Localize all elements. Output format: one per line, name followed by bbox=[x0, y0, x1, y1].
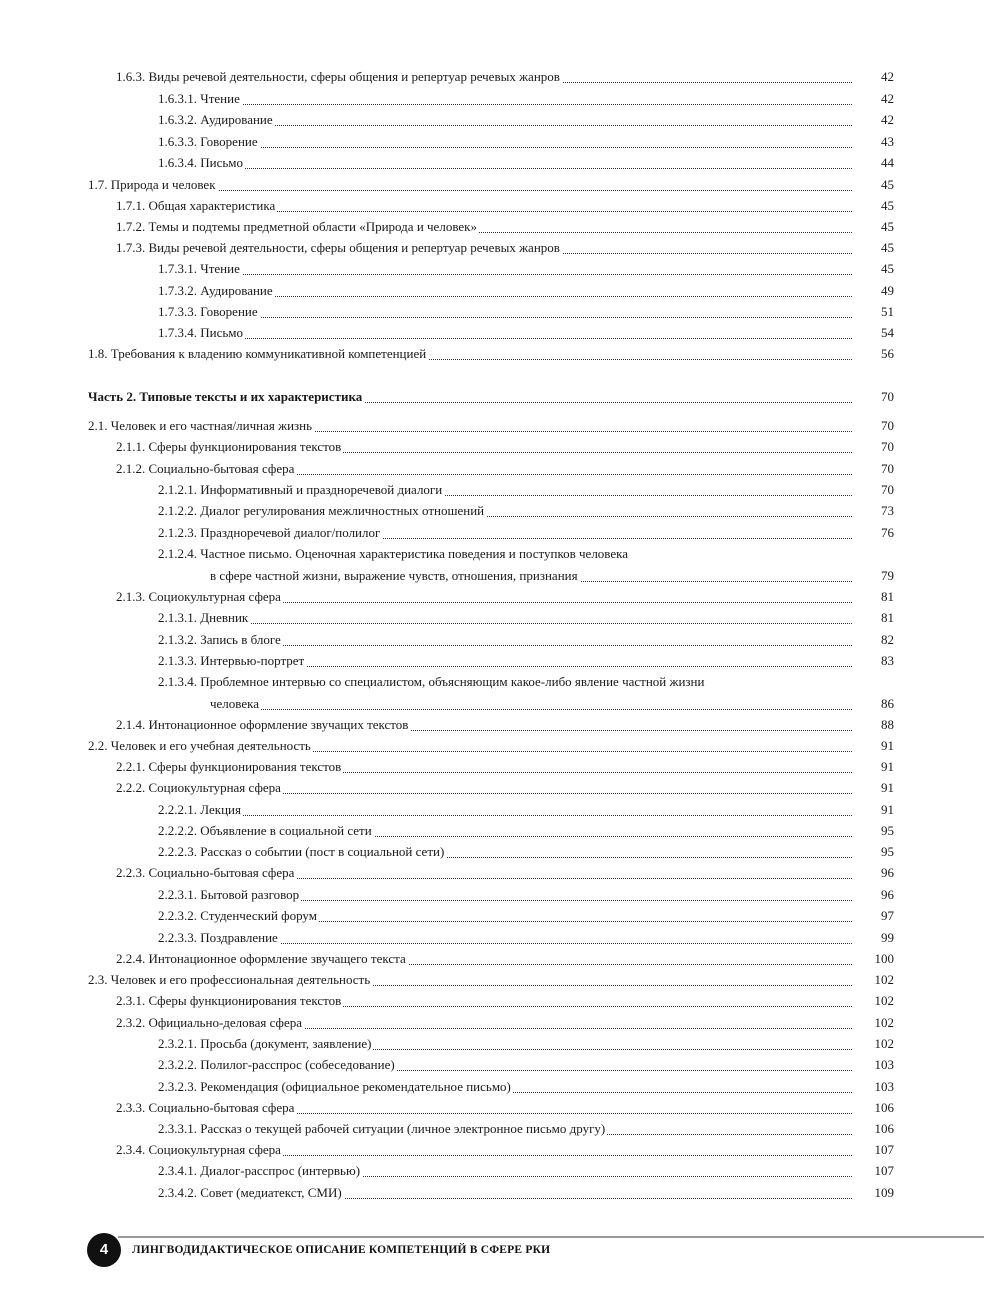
toc-entry-page: 45 bbox=[881, 219, 894, 234]
toc-dot-leader bbox=[158, 125, 852, 148]
toc-entry-title: 1.6.3.3. Говорение bbox=[158, 131, 260, 153]
toc-entry-page: 95 bbox=[881, 844, 894, 859]
toc-entry-title: 1.7.1. Общая характеристика bbox=[116, 195, 277, 217]
toc-entry-page: 103 bbox=[874, 1057, 894, 1072]
toc-entry-title: 2.3.2.2. Полилог-расспрос (собеседование) bbox=[158, 1054, 397, 1076]
toc-entry-title: 2.2.1. Сферы функционирования текстов bbox=[116, 756, 343, 778]
toc-dot-leader bbox=[158, 295, 852, 318]
toc-entry-title: 1.8. Требования к владению коммуникативной компетенцией bbox=[88, 343, 428, 365]
toc-entry-page: 70 bbox=[881, 389, 894, 404]
toc-dot-leader bbox=[158, 793, 852, 816]
toc-entry-page: 45 bbox=[881, 198, 894, 213]
toc-entry-title: 2.3.3.1. Рассказ о текущей рабочей ситуации (личное электронное письмо другу) bbox=[158, 1118, 607, 1140]
toc-entry-page: 82 bbox=[881, 632, 894, 647]
toc-entry-page: 76 bbox=[881, 525, 894, 540]
toc-dot-leader bbox=[158, 601, 852, 624]
toc-entry bbox=[0, 343, 1000, 365]
toc-entry-page: 49 bbox=[881, 283, 894, 298]
toc-entry-title: 2.3.4. Социокультурная сфера bbox=[116, 1139, 283, 1161]
toc-entry-title: 2.1.1. Сферы функционирования текстов bbox=[116, 436, 343, 458]
toc-entry-page: 81 bbox=[881, 610, 894, 625]
toc-entry-title: 2.3.2. Официально-деловая сфера bbox=[116, 1012, 304, 1034]
toc-entry-title: 2.1.3.3. Интервью-портрет bbox=[158, 650, 306, 672]
toc-entry-title: 2.3. Человек и его профессиональная деятельность bbox=[88, 969, 372, 991]
toc-entry-page: 107 bbox=[874, 1163, 894, 1178]
toc-entry-page: 70 bbox=[881, 439, 894, 454]
toc-entry-page: 73 bbox=[881, 503, 894, 518]
toc-entry-page: 96 bbox=[881, 865, 894, 880]
toc-entry-title: 1.6.3. Виды речевой деятельности, сферы общения и репертуар речевых жанров bbox=[116, 66, 562, 88]
toc-entry-title: 2.2.3. Социально-бытовая сфера bbox=[116, 862, 296, 884]
toc-entry-page: 70 bbox=[881, 482, 894, 497]
toc-entry-page: 102 bbox=[874, 972, 894, 987]
toc-entry-page: 42 bbox=[881, 69, 894, 84]
toc-entry-title: Часть 2. Типовые тексты и их характеристика bbox=[88, 386, 364, 408]
toc-entry-title: 2.1.2.2. Диалог регулирования межличностных отношений bbox=[158, 500, 486, 522]
toc-entry-title: 2.2. Человек и его учебная деятельность bbox=[88, 735, 313, 757]
toc-dot-leader bbox=[158, 316, 852, 339]
toc-entry-title: 2.2.2. Социокультурная сфера bbox=[116, 777, 283, 799]
toc-entry-title: 2.2.3.3. Поздравление bbox=[158, 927, 280, 949]
toc-entry-page: 51 bbox=[881, 304, 894, 319]
toc-entry-title: 2.3.3. Социально-бытовая сфера bbox=[116, 1097, 296, 1119]
toc-entry-title: 1.7.3.2. Аудирование bbox=[158, 280, 275, 302]
toc-entry-page: 45 bbox=[881, 261, 894, 276]
toc-entry-page: 91 bbox=[881, 802, 894, 817]
toc-entry-page: 95 bbox=[881, 823, 894, 838]
toc-entry-title: 2.2.2.3. Рассказ о событии (пост в социальной сети) bbox=[158, 841, 446, 863]
toc-entry-page: 100 bbox=[874, 951, 894, 966]
toc-entry-page: 106 bbox=[874, 1100, 894, 1115]
toc-entry-page: 81 bbox=[881, 589, 894, 604]
toc-entry-title: 1.7.3.4. Письмо bbox=[158, 322, 245, 344]
toc-entry-title: 2.3.2.1. Просьба (документ, заявление) bbox=[158, 1033, 373, 1055]
toc-entry-title: 2.2.3.2. Студенческий форум bbox=[158, 905, 319, 927]
toc-entry-title: 1.6.3.2. Аудирование bbox=[158, 109, 275, 131]
toc-entry-title: 2.1.2.4. Частное письмо. Оценочная характеристика поведения и поступков человека bbox=[158, 543, 630, 565]
page-number-badge: 4 bbox=[87, 1233, 121, 1267]
toc-entry-page: 45 bbox=[881, 177, 894, 192]
toc-entry-title: 1.7.3.1. Чтение bbox=[158, 258, 242, 280]
toc-entry-title: 1.7. Природа и человек bbox=[88, 174, 218, 196]
toc-entry-title: 2.2.2.1. Лекция bbox=[158, 799, 243, 821]
toc-entry-page: 106 bbox=[874, 1121, 894, 1136]
toc-entry-title: 2.1.2.3. Праздноречевой диалог/полилог bbox=[158, 522, 382, 544]
toc-entry-title: 2.3.4.1. Диалог-расспрос (интервью) bbox=[158, 1160, 362, 1182]
toc-entry bbox=[0, 522, 1000, 544]
toc-entry-title: 2.2.3.1. Бытовой разговор bbox=[158, 884, 301, 906]
toc-entry-page: 99 bbox=[881, 930, 894, 945]
toc-entry-title: 2.1.3.2. Запись в блоге bbox=[158, 629, 283, 651]
toc-dot-leader bbox=[158, 252, 852, 275]
toc-entry-title: 2.2.2.2. Объявление в социальной сети bbox=[158, 820, 374, 842]
toc-entry-title: 1.7.3.3. Говорение bbox=[158, 301, 260, 323]
toc-entry-page: 97 bbox=[881, 908, 894, 923]
toc-entry bbox=[0, 650, 1000, 672]
toc-entry-page: 54 bbox=[881, 325, 894, 340]
toc-entry-page: 79 bbox=[881, 568, 894, 583]
toc-entry-page: 102 bbox=[874, 993, 894, 1008]
toc-entry-page: 109 bbox=[874, 1185, 894, 1200]
toc-entry-page: 91 bbox=[881, 759, 894, 774]
toc-dot-leader bbox=[158, 146, 852, 169]
toc-entry-title: 2.1.3.1. Дневник bbox=[158, 607, 250, 629]
toc-entry-page: 107 bbox=[874, 1142, 894, 1157]
toc-entry-page: 88 bbox=[881, 717, 894, 732]
toc-entry-title: 1.6.3.1. Чтение bbox=[158, 88, 242, 110]
toc-entry-title: 2.3.1. Сферы функционирования текстов bbox=[116, 990, 343, 1012]
toc-entry-title: 1.6.3.4. Письмо bbox=[158, 152, 245, 174]
toc-entry-title: в сфере частной жизни, выражение чувств, отношения, признания bbox=[210, 565, 580, 587]
toc-entry-page: 86 bbox=[881, 696, 894, 711]
footer-divider bbox=[118, 1236, 984, 1238]
toc-entry-title: 2.1.4. Интонационное оформление звучащих текстов bbox=[116, 714, 410, 736]
toc-entry-page: 91 bbox=[881, 780, 894, 795]
running-footer-title: ЛИНГВОДИДАКТИЧЕСКОЕ ОПИСАНИЕ КОМПЕТЕНЦИЙ В СФЕРЕ РКИ bbox=[132, 1244, 551, 1256]
toc-entry-page: 56 bbox=[881, 346, 894, 361]
toc-entry-page: 70 bbox=[881, 418, 894, 433]
toc-entry-page: 103 bbox=[874, 1079, 894, 1094]
toc-entry-page: 102 bbox=[874, 1036, 894, 1051]
toc-entry-page: 43 bbox=[881, 134, 894, 149]
toc-entry-page: 44 bbox=[881, 155, 894, 170]
toc-entry-title: 2.3.4.2. Совет (медиатекст, СМИ) bbox=[158, 1182, 344, 1204]
toc-entry-page: 96 bbox=[881, 887, 894, 902]
toc-entry-title: 2.1.3. Социокультурная сфера bbox=[116, 586, 283, 608]
toc-entry-page: 42 bbox=[881, 91, 894, 106]
toc-entry-title: 2.1.3.4. Проблемное интервью со специалистом, объясняющим какое-либо явление частной жизни bbox=[158, 671, 706, 693]
toc-entry-title: 2.2.4. Интонационное оформление звучащего текста bbox=[116, 948, 408, 970]
toc-entry-page: 91 bbox=[881, 738, 894, 753]
toc-entry-title: человека bbox=[210, 693, 261, 715]
toc-dot-leader bbox=[210, 687, 852, 710]
toc-entry-page: 45 bbox=[881, 240, 894, 255]
toc-entry bbox=[0, 1182, 1000, 1204]
toc-entry-title: 2.1.2. Социально-бытовая сфера bbox=[116, 458, 296, 480]
toc-entry-page: 70 bbox=[881, 461, 894, 476]
toc-entry-title: 2.1. Человек и его частная/личная жизнь bbox=[88, 415, 314, 437]
toc-entry-title: 2.3.2.3. Рекомендация (официальное рекомендательное письмо) bbox=[158, 1076, 513, 1098]
toc-entry-page: 42 bbox=[881, 112, 894, 127]
toc-entry bbox=[0, 386, 1000, 408]
toc-entry-title: 2.1.2.1. Информативный и праздноречевой диалоги bbox=[158, 479, 444, 501]
toc-entry-title: 1.7.3. Виды речевой деятельности, сферы общения и репертуар речевых жанров bbox=[116, 237, 562, 259]
toc-entry-page: 102 bbox=[874, 1015, 894, 1030]
toc-dot-leader bbox=[158, 82, 852, 105]
toc-entry-page: 83 bbox=[881, 653, 894, 668]
toc-entry-title: 1.7.2. Темы и подтемы предметной области «Природа и человек» bbox=[116, 216, 479, 238]
